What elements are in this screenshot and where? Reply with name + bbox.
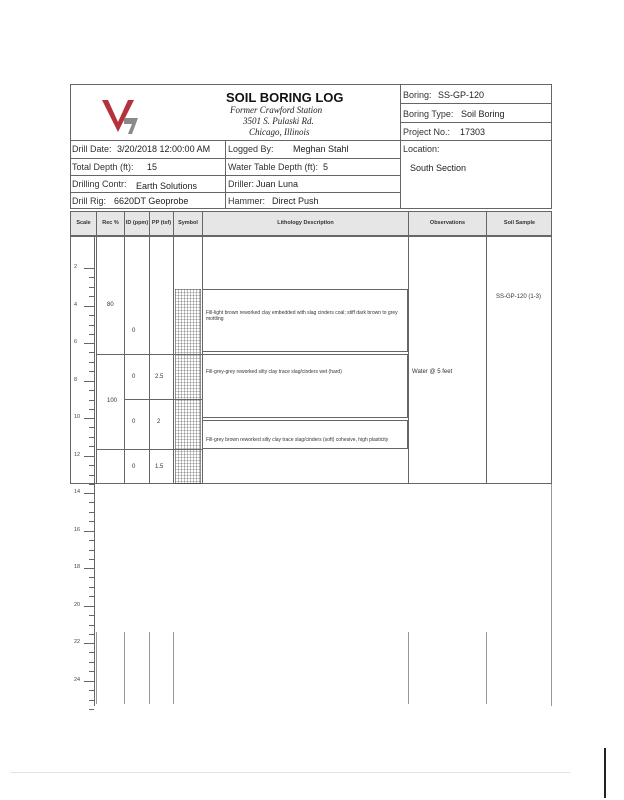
drilling-contr-value: Earth Solutions	[136, 181, 198, 191]
water-table-label: Water Table Depth (ft):	[228, 162, 319, 172]
scale-tick	[84, 456, 94, 457]
lithology-layer-2	[202, 354, 408, 418]
col-header-id: ID (ppm)	[125, 220, 149, 226]
water-table-value: 5	[323, 162, 329, 172]
scale-minor-tick	[89, 709, 94, 710]
total-depth-value: 15	[147, 162, 158, 172]
scale-minor-tick	[89, 634, 94, 635]
pid-value-3: 0	[132, 419, 136, 425]
header-right-row-2	[400, 122, 552, 123]
scale-minor-tick	[89, 625, 94, 626]
boring-type-label: Boring Type:	[403, 109, 454, 119]
header-right-row-1	[400, 103, 552, 104]
scale-label: 6	[74, 339, 78, 345]
scale-tick	[84, 268, 94, 269]
soil-sample-text: SS-GP-120 (1-3)	[496, 294, 542, 300]
soil-symbol-column	[175, 289, 201, 484]
scale-tick	[84, 381, 94, 382]
col-header-scale: Scale	[76, 220, 91, 226]
driller-value: Juan Luna	[256, 179, 299, 189]
location-label: Location:	[403, 144, 440, 154]
total-depth-label: Total Depth (ft):	[72, 162, 134, 172]
scan-bottom-line	[10, 772, 570, 773]
observation-text: Water @ 5 feet	[412, 369, 453, 375]
project-label: Project No.:	[403, 127, 451, 137]
lower-col-1	[96, 632, 97, 704]
site-name: Former Crawford Station	[230, 105, 323, 115]
hammer-label: Hammer:	[228, 196, 266, 206]
lithology-text-1: Fill-light brown reworked clay embedded with slag cinders coal; stiff dark brown to grey mottling	[206, 310, 398, 322]
logged-by-value: Meghan Stahl	[293, 144, 349, 154]
scale-minor-tick	[89, 577, 94, 578]
scale-label: 14	[74, 489, 81, 495]
col-header-rec: Rec %	[102, 220, 119, 226]
scale-minor-tick	[89, 427, 94, 428]
scale-minor-tick	[89, 465, 94, 466]
scale-tick	[84, 418, 94, 419]
lithology-text-3: Fill-grey brown reworked silty clay trace slag/cinders (soft) cohesive, high plasticity	[206, 437, 389, 443]
scale-minor-tick	[89, 437, 94, 438]
col-line-4	[173, 211, 174, 484]
scale-minor-tick	[89, 334, 94, 335]
rec-value-1: 80	[107, 302, 114, 308]
row-divider-b	[124, 399, 202, 400]
drill-date-value: 3/20/2018 12:00:00 AM	[117, 144, 211, 154]
pid-value-2: 0	[132, 374, 136, 380]
pid-value-4: 0	[132, 464, 136, 470]
scale-label: 12	[74, 452, 81, 458]
scale-minor-tick	[89, 587, 94, 588]
pid-value-1: 0	[132, 328, 136, 334]
lower-col-4	[173, 632, 174, 704]
scale-tick	[84, 343, 94, 344]
scale-tick	[84, 643, 94, 644]
lithology-layer-3	[202, 420, 408, 449]
col-line-6	[408, 211, 409, 484]
scale-minor-tick	[89, 287, 94, 288]
pp-value-2: 2	[157, 419, 161, 425]
scale-minor-tick	[89, 325, 94, 326]
col-header-lithology: Lithology Description	[277, 220, 334, 226]
scale-tick	[84, 568, 94, 569]
lower-col-2	[124, 632, 125, 704]
scale-minor-tick	[89, 390, 94, 391]
col-header-observations: Observations	[429, 220, 466, 226]
col-header-pp: PP (tsf)	[151, 220, 172, 226]
scale-minor-tick	[89, 277, 94, 278]
scale-minor-tick	[89, 615, 94, 616]
scale-minor-tick	[89, 362, 94, 363]
scale-label: 8	[74, 377, 78, 383]
scale-minor-tick	[89, 662, 94, 663]
col-header-symbol: Symbol	[178, 220, 198, 226]
hammer-value: Direct Push	[272, 196, 319, 206]
header-row-2	[70, 158, 400, 159]
scale-minor-tick	[89, 484, 94, 485]
boring-value: SS-GP-120	[438, 90, 485, 100]
row-divider-a	[96, 354, 202, 355]
header-row-3	[70, 175, 400, 176]
scale-label: 22	[74, 639, 81, 645]
col-line-2	[124, 211, 125, 484]
location-value: South Section	[410, 163, 467, 173]
scale-label: 2	[74, 264, 78, 270]
page-title: SOIL BORING LOG	[226, 90, 344, 105]
drill-rig-label: Drill Rig:	[72, 196, 107, 206]
scale-tick	[84, 606, 94, 607]
scale-minor-tick	[89, 652, 94, 653]
lower-col-6	[486, 632, 487, 704]
pp-value-3: 1.5	[155, 464, 164, 470]
scale-tick	[84, 531, 94, 532]
site-city: Chicago, Illinois	[249, 127, 310, 137]
header-row-4	[70, 192, 400, 193]
row-divider-c	[96, 449, 202, 450]
scale-ruler-line	[94, 236, 95, 706]
scale-minor-tick	[89, 559, 94, 560]
scale-label: 16	[74, 527, 81, 533]
site-address: 3501 S. Pulaski Rd.	[243, 116, 314, 126]
logged-by-label: Logged By:	[228, 144, 274, 154]
scan-edge-mark	[604, 748, 606, 798]
driller-label: Driller:	[228, 179, 254, 189]
scale-tick	[84, 681, 94, 682]
scale-minor-tick	[89, 512, 94, 513]
scale-minor-tick	[89, 475, 94, 476]
boring-type-value: Soil Boring	[461, 109, 505, 119]
scale-minor-tick	[89, 596, 94, 597]
scale-minor-tick	[89, 352, 94, 353]
drilling-contr-label: Drilling Contr:	[72, 179, 127, 189]
header-row-1	[70, 140, 552, 141]
lower-col-3	[149, 632, 150, 704]
lower-col-5	[408, 632, 409, 704]
scale-tick	[84, 493, 94, 494]
scale-minor-tick	[89, 671, 94, 672]
col-header-soil-sample: Soil Sample	[503, 220, 536, 226]
scale-minor-tick	[89, 690, 94, 691]
scale-label: 24	[74, 677, 81, 683]
scale-minor-tick	[89, 502, 94, 503]
scale-minor-tick	[89, 540, 94, 541]
scale-label: 10	[74, 414, 81, 420]
scale-tick	[84, 306, 94, 307]
lower-col-7	[551, 484, 552, 706]
scale-label: 4	[74, 302, 78, 308]
col-line-7	[486, 211, 487, 484]
drill-rig-value: 6620DT Geoprobe	[114, 196, 189, 206]
project-value: 17303	[460, 127, 486, 137]
lithology-text-2: Fill-grey-grey reworked silty clay trace slag/cinders wet (hard)	[206, 369, 342, 375]
pp-value-1: 2.5	[155, 374, 164, 380]
scale-minor-tick	[89, 446, 94, 447]
rec-value-2: 100	[107, 398, 118, 404]
scale-minor-tick	[89, 700, 94, 701]
col-line-3	[149, 211, 150, 484]
boring-label: Boring:	[403, 90, 432, 100]
scale-minor-tick	[89, 521, 94, 522]
scale-label: 18	[74, 564, 81, 570]
scale-minor-tick	[89, 400, 94, 401]
scale-label: 20	[74, 602, 81, 608]
company-logo	[98, 96, 142, 136]
scale-minor-tick	[89, 315, 94, 316]
scale-minor-tick	[89, 296, 94, 297]
col-line-1	[96, 211, 97, 484]
scale-minor-tick	[89, 409, 94, 410]
scale-minor-tick	[89, 550, 94, 551]
drill-date-label: Drill Date:	[72, 144, 112, 154]
scale-minor-tick	[89, 371, 94, 372]
